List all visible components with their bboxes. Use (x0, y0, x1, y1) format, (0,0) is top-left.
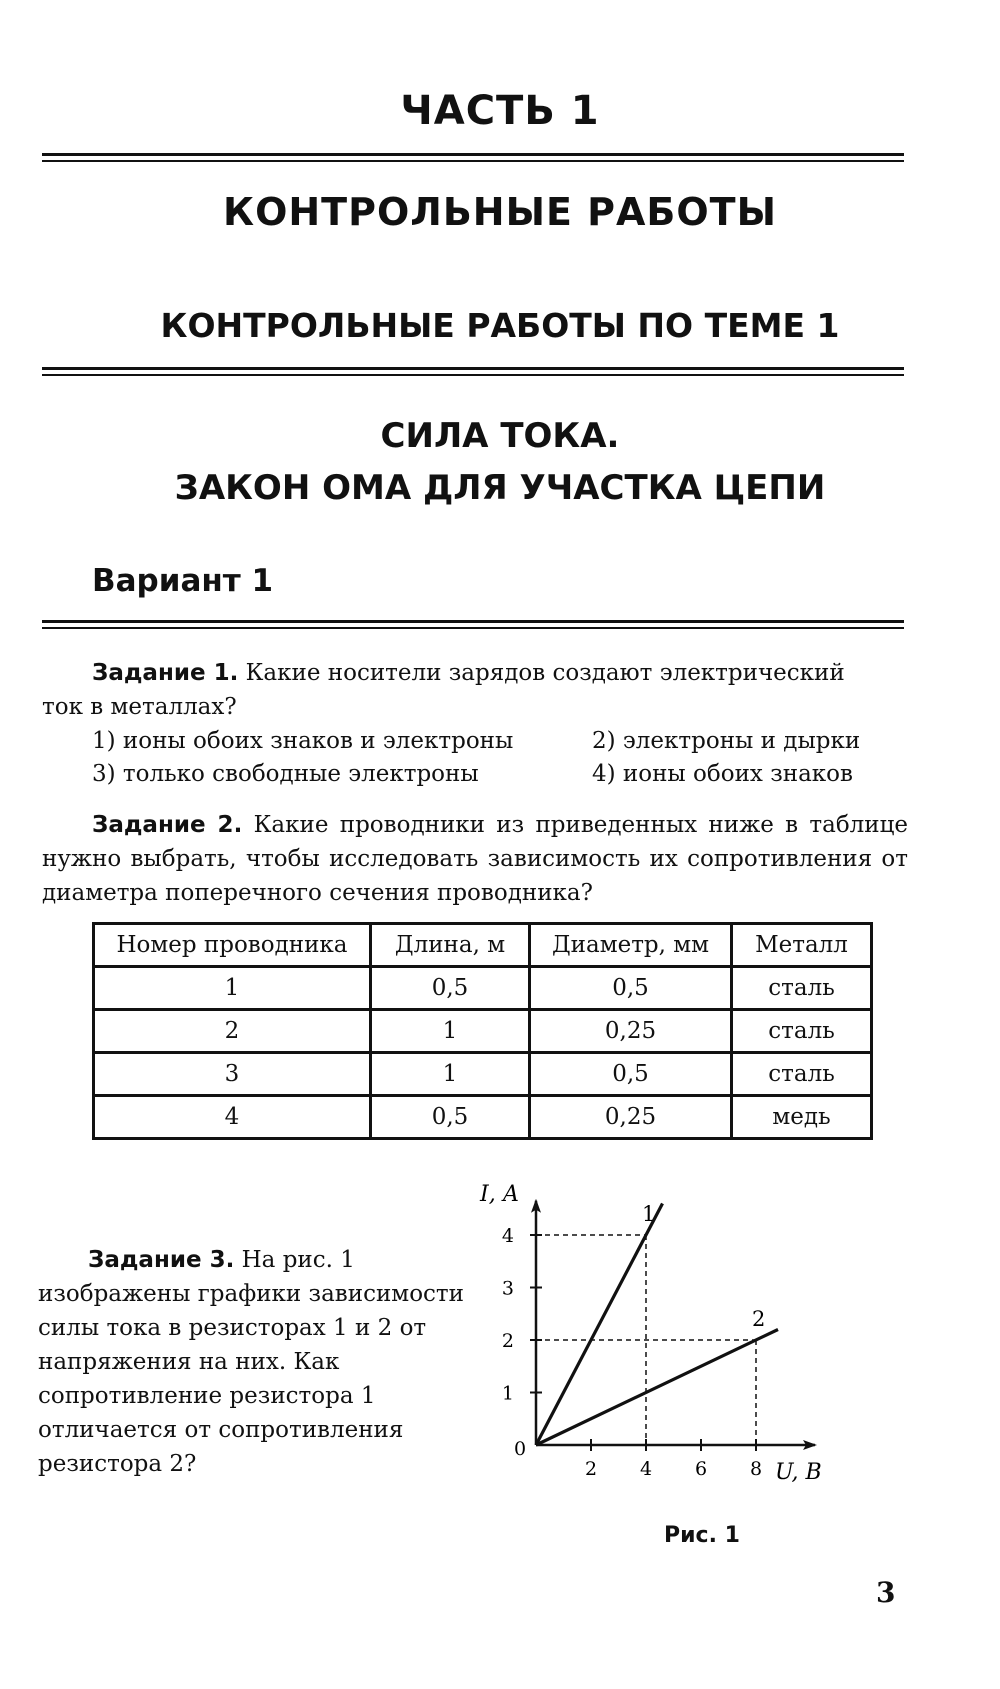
task-1-text: Какие носители зарядов создают электрический (245, 660, 845, 686)
section-heading: КОНТРОЛЬНЫЕ РАБОТЫ (223, 190, 777, 234)
table-cell: 1 (94, 967, 371, 1010)
table-cell: 0,25 (530, 1010, 732, 1053)
column-header: Диаметр, мм (530, 924, 732, 967)
table-cell: 3 (94, 1053, 371, 1096)
topic-heading: КОНТРОЛЬНЫЕ РАБОТЫ ПО ТЕМЕ 1 (160, 306, 840, 345)
divider (42, 367, 904, 376)
y-tick-label: 1 (501, 1382, 514, 1405)
table-cell: 0,25 (530, 1096, 732, 1139)
task-3-label: Задание 3. (88, 1247, 235, 1273)
table-cell: 0,5 (530, 1053, 732, 1096)
series-line-1 (536, 1204, 663, 1446)
conductor-table (92, 922, 873, 1140)
x-axis-label: U, В (775, 1460, 822, 1485)
divider (42, 153, 904, 162)
column-header: Номер проводника (94, 924, 371, 967)
task-2-label: Задание 2. (92, 812, 243, 838)
table-cell: медь (732, 1096, 872, 1139)
column-header: Металл (732, 924, 872, 967)
x-tick-label: 4 (639, 1458, 653, 1480)
figure-caption: Рис. 1 (664, 1523, 740, 1548)
series-line-2 (536, 1330, 778, 1446)
table-row (94, 967, 872, 1010)
table-cell: сталь (732, 967, 872, 1010)
y-axis-label: I, А (480, 1181, 520, 1207)
task-3 (38, 1243, 478, 1481)
lesson-title-line: СИЛА ТОКА. (380, 416, 620, 456)
x-tick-label: 6 (694, 1458, 708, 1480)
column-header: Длина, м (371, 924, 530, 967)
table-header-row (94, 924, 872, 967)
table-row (94, 1010, 872, 1053)
task-1-label: Задание 1. (92, 660, 239, 686)
series-label: 1 (642, 1202, 656, 1226)
table-cell: 0,5 (371, 967, 530, 1010)
table-cell: сталь (732, 1053, 872, 1096)
table-cell: 2 (94, 1010, 371, 1053)
lesson-title (0, 410, 1000, 514)
table-cell: 0,5 (371, 1096, 530, 1139)
y-tick-label: 3 (501, 1277, 514, 1300)
x-tick-label: 2 (584, 1458, 598, 1480)
task-1-options (92, 724, 912, 790)
series-label: 2 (752, 1307, 766, 1331)
table-cell: 4 (94, 1096, 371, 1139)
divider (42, 620, 904, 629)
lesson-title-line: ЗАКОН ОМА ДЛЯ УЧАСТКА ЦЕПИ (174, 468, 826, 508)
y-tick-label: 2 (501, 1330, 514, 1352)
variant-heading: Вариант 1 (92, 563, 274, 599)
answer-option: 1) ионы обоих знаков и электроны (92, 728, 514, 754)
answer-option: 3) только свободные электроны (92, 761, 479, 787)
current-voltage-chart (480, 1181, 920, 1505)
task-3-text: На рис. 1 изображены графики зависимости силы тока в резисторах 1 и 2 от напряжения на них. Как сопротивление резистора 1 отличается от сопротивления резистора 2? (38, 1247, 464, 1477)
table-cell: сталь (732, 1010, 872, 1053)
task-2-text: Какие проводники из приведенных ниже в таблице нужно выбрать, чтобы исследовать зависимость их сопротивления от диаметра поперечного сечения проводника? (42, 812, 909, 906)
origin-label: 0 (514, 1438, 527, 1460)
part-heading: ЧАСТЬ 1 (400, 88, 600, 134)
task-1 (42, 656, 908, 724)
y-tick-label: 4 (501, 1225, 514, 1247)
table-row (94, 1053, 872, 1096)
page-number: 3 (876, 1576, 896, 1609)
answer-option: 2) электроны и дырки (592, 728, 861, 754)
table-cell: 1 (371, 1053, 530, 1096)
task-1-text-continued: ток в металлах? (42, 694, 237, 720)
table-cell: 1 (371, 1010, 530, 1053)
answer-option: 4) ионы обоих знаков (592, 761, 853, 787)
table-cell: 0,5 (530, 967, 732, 1010)
table-row (94, 1096, 872, 1139)
x-tick-label: 8 (749, 1458, 763, 1480)
task-2 (42, 808, 908, 910)
